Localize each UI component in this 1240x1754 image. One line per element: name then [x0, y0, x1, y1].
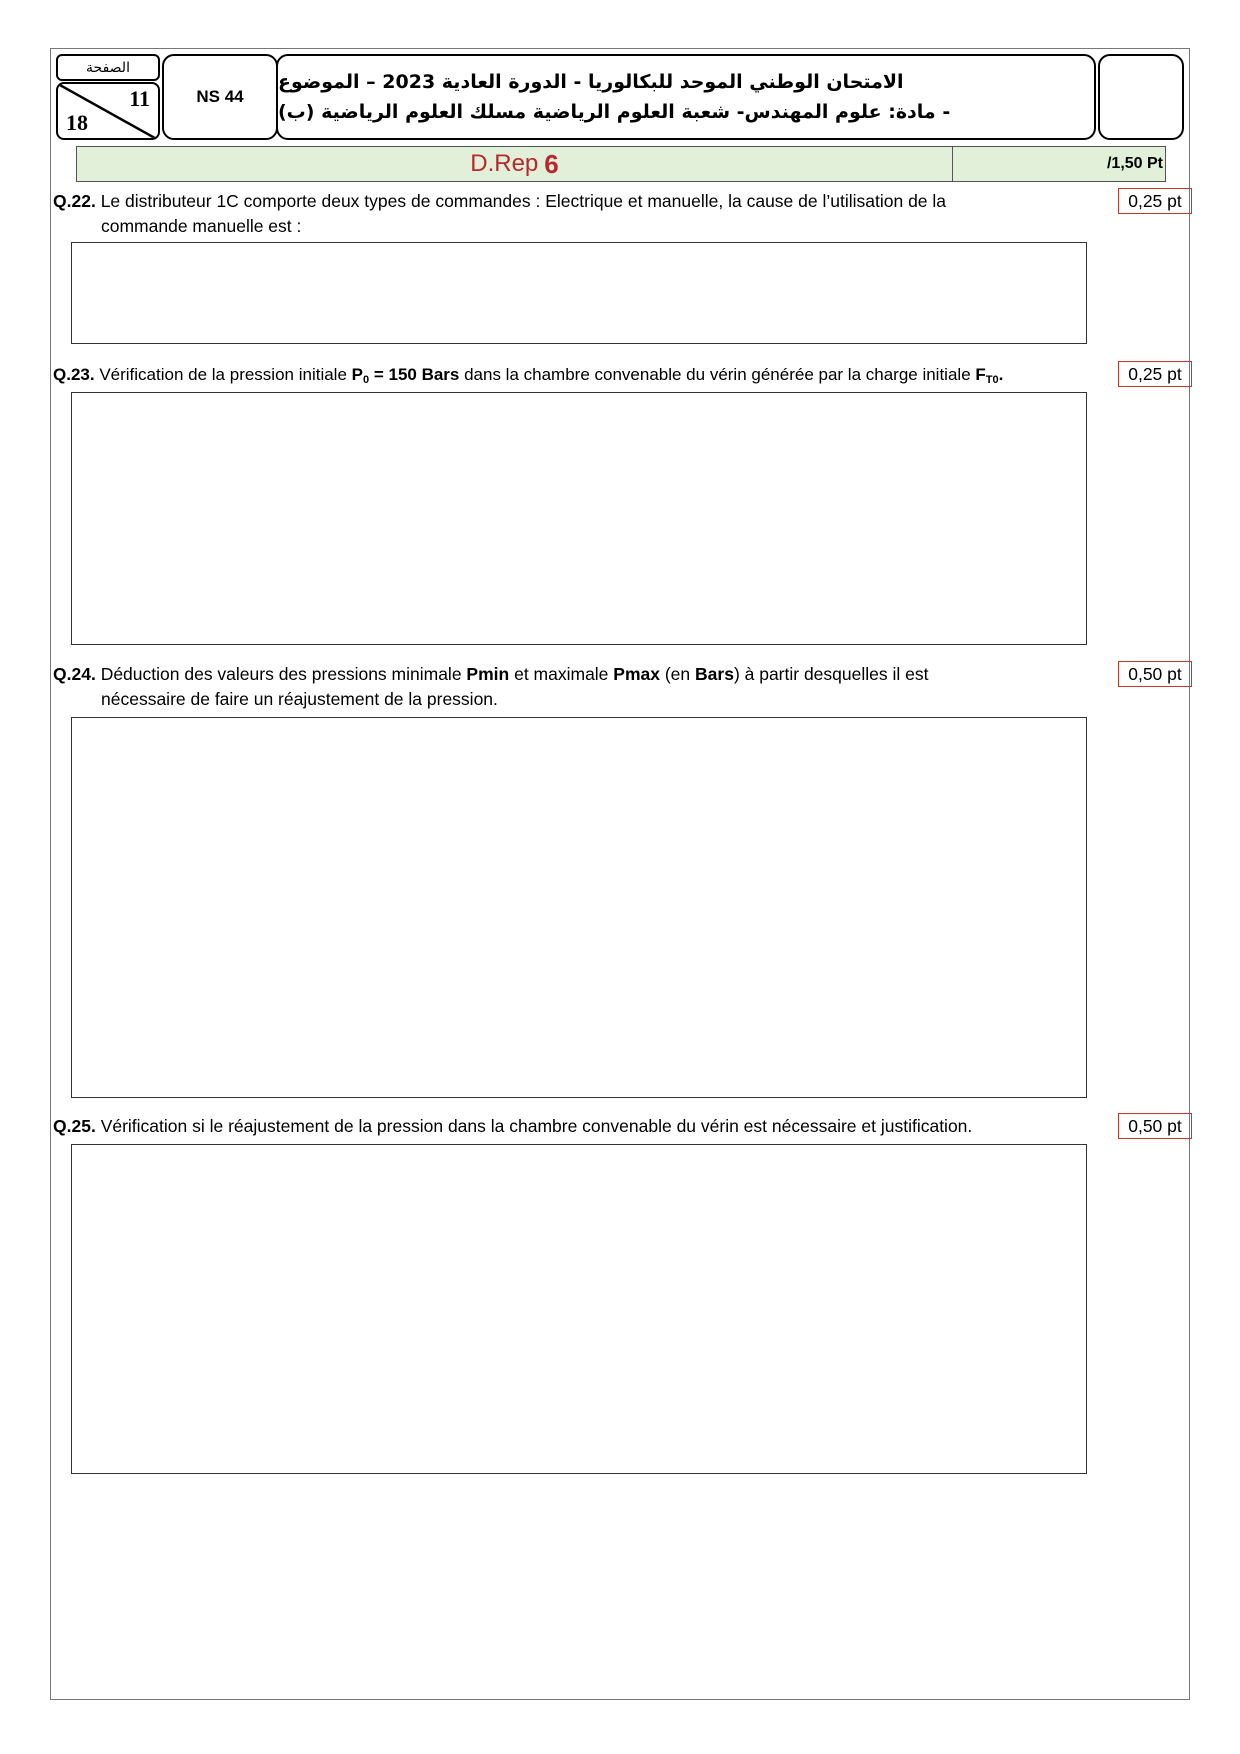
answer-box-q24[interactable] — [71, 717, 1087, 1098]
drep-title-prefix: D.Rep — [470, 150, 539, 177]
page-current: 11 — [129, 86, 150, 111]
drep-total-points: /1,50 Pt — [1106, 155, 1163, 172]
exam-title — [276, 54, 1096, 140]
question-text-cont: et maximale — [509, 664, 614, 684]
question-23-points: 0,25 pt — [1118, 361, 1192, 387]
page-label-text: الصفحة — [86, 59, 130, 76]
question-text: Le distributeur 1C comporte deux types de commandes : Electrique et manuelle, la cause de l’utilisation de la — [100, 191, 947, 211]
exam-title-line2: - مادة: علوم المهندس- شعبة العلوم الرياضية مسلك العلوم الرياضية (ب) — [278, 101, 951, 123]
question-25 — [53, 1114, 972, 1139]
question-text-cont: dans la chambre convenable du vérin générée par la charge initiale — [459, 365, 976, 384]
question-number: Q.22. — [53, 191, 96, 211]
unit-label: Bars — [695, 664, 734, 684]
question-text-cont3: ) à partir desquelles il est — [733, 664, 929, 684]
exam-code — [162, 54, 278, 140]
question-text-cont2: (en — [659, 664, 696, 684]
drep-title — [77, 147, 953, 181]
exam-code-text: NS 44 — [196, 87, 244, 106]
question-23 — [53, 362, 1003, 393]
question-24-points: 0,50 pt — [1118, 661, 1192, 687]
question-number: Q.25. — [53, 1116, 96, 1136]
question-text: Vérification de la pression initiale — [99, 365, 352, 384]
question-22 — [53, 189, 946, 239]
answer-box-q25[interactable] — [71, 1144, 1087, 1474]
force-symbol: $F_{T0}$. — [975, 365, 1004, 386]
question-number: Q.23. — [53, 365, 95, 384]
page-total: 18 — [66, 110, 88, 135]
question-text: Déduction des valeurs des pressions minimale — [100, 664, 467, 684]
grade-box — [1098, 54, 1184, 140]
question-number: Q.24. — [53, 664, 96, 684]
drep-banner — [76, 146, 1166, 182]
question-text-line2: nécessaire de faire un réajustement de la pression. — [101, 689, 498, 709]
pmin-label: Pmin — [466, 664, 510, 684]
question-24 — [53, 662, 928, 712]
page-label — [56, 54, 160, 81]
pressure-symbol: $P_0 = 150$ Bars — [351, 365, 460, 386]
question-22-points: 0,25 pt — [1118, 188, 1192, 214]
page-number-box — [56, 82, 160, 140]
question-text: Vérification si le réajustement de la pression dans la chambre convenable du vérin est nécessaire et justification. — [100, 1116, 973, 1136]
question-25-points: 0,50 pt — [1118, 1113, 1192, 1139]
pmax-label: Pmax — [613, 664, 660, 684]
answer-box-q22[interactable] — [71, 242, 1087, 344]
answer-box-q23[interactable] — [71, 392, 1087, 645]
question-text-line2: commande manuelle est : — [101, 216, 302, 236]
drep-title-number: 6 — [544, 148, 559, 179]
exam-title-line1: الامتحان الوطني الموحد للبكالوريا - الدورة العادية 2023 – الموضوع — [278, 71, 904, 93]
